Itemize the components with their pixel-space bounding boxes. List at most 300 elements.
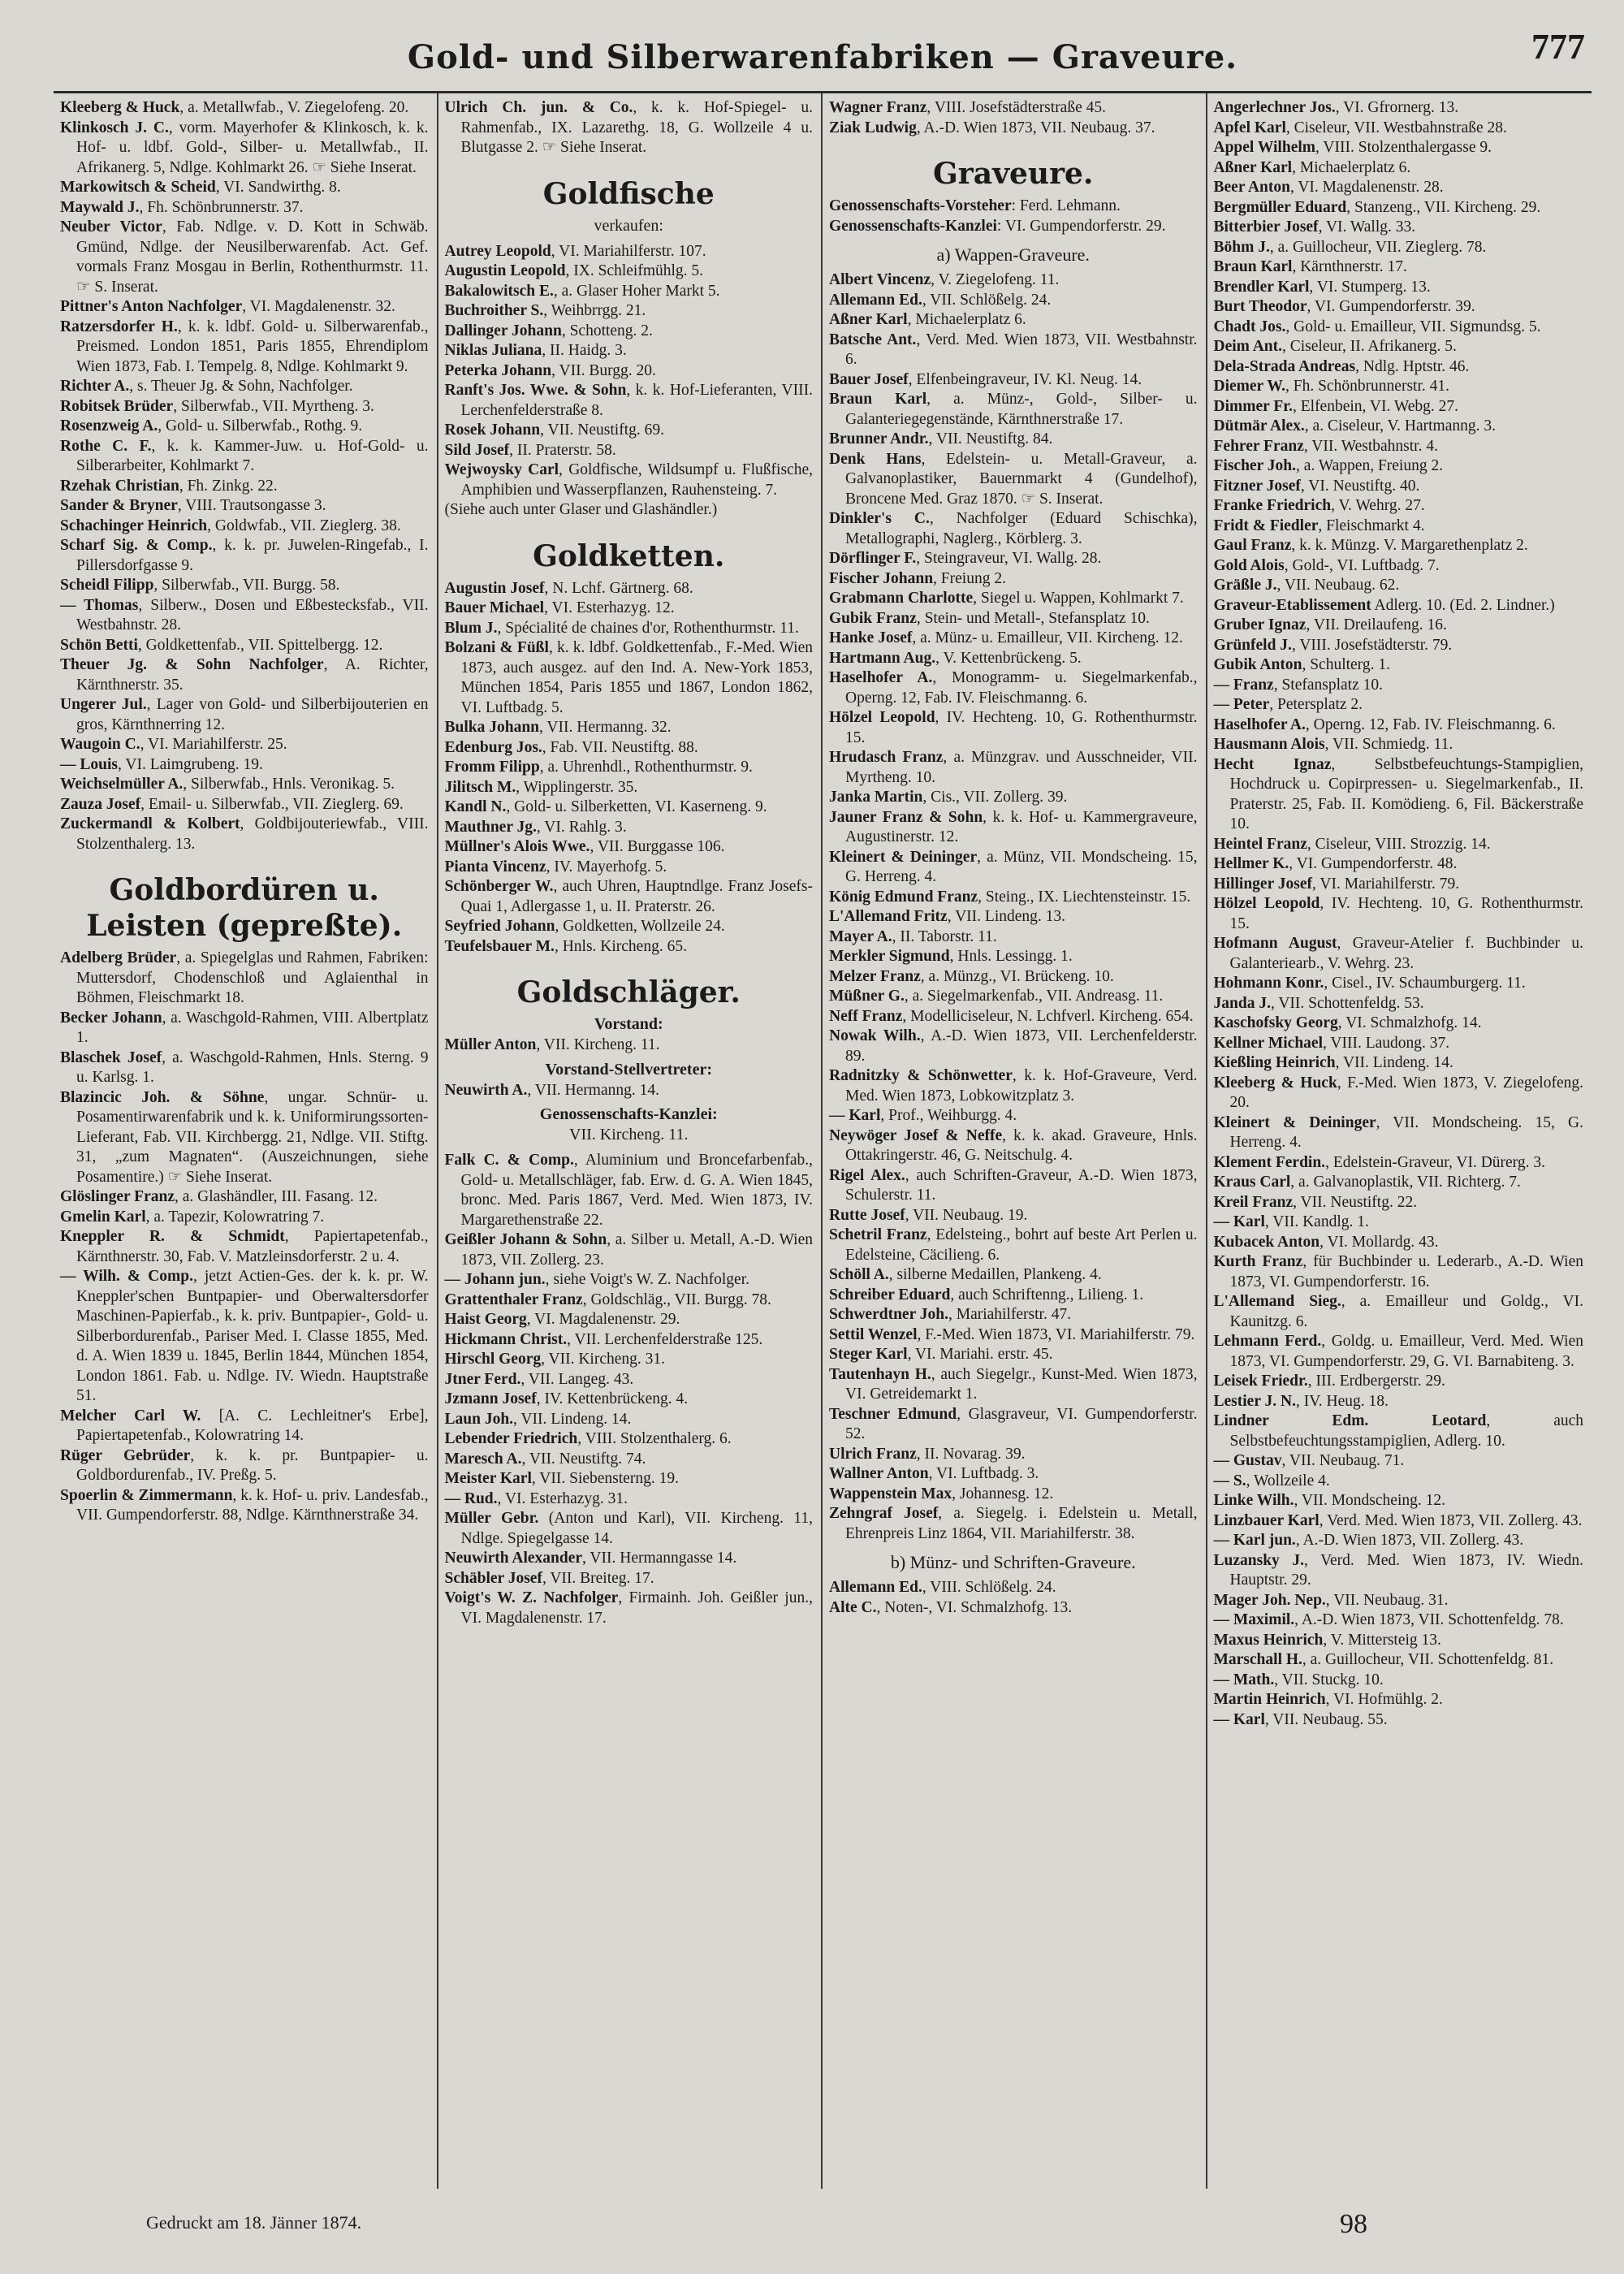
- entry-details: , a. Guillocheur, VII. Zieglerg. 78.: [1269, 238, 1487, 256]
- section-subheading: VII. Kircheng. 11.: [569, 1126, 689, 1143]
- entry-details: , VII. Lindeng. 14.: [1335, 1054, 1453, 1071]
- directory-entry: [445, 858, 814, 878]
- entry-name: Becker Johann: [60, 1009, 162, 1027]
- entry-name: Schachinger Heinrich: [60, 517, 208, 534]
- entry-name: Hausmann Alois: [1213, 736, 1325, 753]
- entry-details: , VI. Mariahilferstr. 25.: [140, 736, 287, 753]
- entry-name: Kleinert & Deininger: [1213, 1113, 1376, 1131]
- entry-name: Richter A.: [60, 378, 130, 395]
- directory-entry: [60, 1267, 429, 1407]
- entry-name: Rzehak Christian: [60, 477, 179, 495]
- directory-entry: [60, 949, 429, 1009]
- entry-details: , VI. Magdalenenstr. 32.: [242, 298, 395, 315]
- entry-details: , VIII. Stolzenthalerg. 6.: [577, 1430, 732, 1447]
- entry-name: Rothe C. F.: [60, 437, 152, 455]
- directory-entry: [1214, 1451, 1584, 1472]
- entry-details: , a. Siegelg. i. Edelstein u. Metall, Ehrenpreis Linz 1864, VII. Mariahilferstr. 38.: [845, 1505, 1198, 1542]
- directory-entry: [829, 1578, 1198, 1598]
- entry-details: , VII. Hermanng. 32.: [539, 719, 672, 736]
- entry-details: , VI. Wallg. 33.: [1318, 218, 1416, 236]
- directory-entry: [829, 390, 1198, 430]
- entry-details: , VI. Rahlg. 3.: [536, 818, 627, 836]
- entry-details: , VII. Neubaug. 19.: [905, 1206, 1028, 1224]
- entry-details: , VIII. Josefstädterstr. 79.: [1291, 636, 1453, 654]
- role-label: Genossenschafts-Kanzlei:: [539, 1105, 718, 1123]
- entry-name: Nowak Wilh.: [829, 1027, 921, 1044]
- column-2: [438, 93, 823, 2189]
- entry-name: Brendler Karl: [1213, 278, 1310, 296]
- entry-details: , Ciseleur, II. Afrikanerg. 5.: [1282, 338, 1457, 355]
- directory-entry: [829, 1265, 1198, 1286]
- entry-details: , VIII. Laudong. 37.: [1322, 1034, 1450, 1052]
- entry-name: Hanke Josef: [829, 629, 913, 646]
- entry-name: Gmelin Karl: [60, 1208, 146, 1226]
- entry-name: Franke Friedrich: [1213, 497, 1332, 514]
- entry-name: Bitterbier Josef: [1213, 218, 1319, 236]
- directory-entry: [1214, 974, 1584, 994]
- directory-entry: [60, 437, 429, 477]
- entry-details: , Fh. Schönbrunnerstr. 41.: [1285, 378, 1450, 395]
- entry-name: Sild Josef: [444, 441, 510, 459]
- entry-details: , silberne Medaillen, Plankeng. 4.: [888, 1266, 1102, 1283]
- page-header: [54, 23, 1592, 93]
- sheet-signature: 98: [1340, 2209, 1367, 2239]
- entry-details: , IV. Kettenbrückeng. 4.: [536, 1390, 689, 1407]
- entry-name: Neuber Victor: [60, 218, 162, 236]
- entry-details: , Spécialité de chaines d'or, Rothenthurmstr. 11.: [497, 619, 799, 637]
- entry-details: (Anton und Karl), VII. Kircheng. 11, Ndlge. Spiegelgasse 14.: [460, 1510, 814, 1547]
- directory-entry: [445, 500, 814, 521]
- entry-details: , a. Waschgold-Rahmen, Hnls. Sterng. 9 u. Karlsg. 1.: [76, 1048, 429, 1086]
- role-label: Vorstand:: [594, 1015, 663, 1033]
- entry-details: , Glasgraveur, VI. Gumpendorferstr. 52.: [845, 1405, 1198, 1442]
- directory-entry: [1214, 357, 1584, 378]
- entry-details: , Monogramm- u. Siegelmarkenfab., Operng. 12, Fab. IV. Fleischmanng. 6.: [845, 669, 1198, 707]
- directory-entry: [1214, 1531, 1584, 1551]
- entry-details: , II. Haidg. 3.: [542, 342, 627, 359]
- entry-name: — Maximil.: [1213, 1611, 1295, 1628]
- entry-name: Zauza Josef: [60, 795, 141, 813]
- directory-entry: [829, 609, 1198, 629]
- entry-name: Merkler Sigmund: [829, 948, 950, 965]
- entry-name: Laun Joh.: [444, 1410, 514, 1428]
- directory-entry: [1214, 477, 1584, 497]
- entry-name: — Karl: [829, 1107, 881, 1124]
- entry-details: , Gold- u. Silberwfab., Rothg. 9.: [158, 417, 363, 434]
- directory-entry: [829, 509, 1198, 549]
- directory-entry: [1214, 1213, 1584, 1233]
- entry-name: Dinkler's C.: [829, 510, 930, 527]
- entry-details: , Ndlg. Hptstr. 46.: [1355, 357, 1470, 375]
- entry-name: Kraus Carl: [1213, 1174, 1291, 1191]
- entry-name: Gubik Franz: [829, 609, 917, 627]
- directory-entry: [829, 708, 1198, 748]
- entry-name: Linke Wilh.: [1213, 1492, 1294, 1509]
- entry-details: , k. k. pr. Buntpapier- u. Goldbordurenfab., IV. Preßg. 5.: [76, 1446, 429, 1484]
- entry-details: , VI. Laimgrubeng. 19.: [117, 755, 263, 773]
- entry-name: Gold Alois: [1213, 556, 1285, 574]
- entry-details: , Lager von Gold- und Silberbijouterien en gros, Kärnthnerring 12.: [76, 696, 429, 733]
- directory-entry: [829, 1305, 1198, 1325]
- entry-name: Pittner's Anton Nachfolger: [60, 298, 243, 315]
- directory-entry: [445, 341, 814, 361]
- entry-name: Wagner Franz: [829, 99, 927, 116]
- directory-entry: [1214, 377, 1584, 397]
- directory-entry: [60, 1088, 429, 1188]
- entry-name: Waugoin C.: [60, 736, 140, 753]
- directory-entry: [829, 197, 1198, 217]
- directory-entry: [445, 301, 814, 322]
- entry-name: Pianta Vincenz: [444, 858, 546, 875]
- entry-details: , VII. Lindeng. 14.: [513, 1410, 632, 1428]
- subsection-heading: b) Münz- und Schriften-Graveure.: [890, 1552, 1136, 1572]
- entry-name: Ulrich Franz: [829, 1445, 917, 1463]
- directory-entry: [829, 310, 1198, 331]
- entry-details: , VI. Gumpendorferstr. 39.: [1307, 298, 1475, 315]
- section-heading: Goldketten.: [533, 538, 725, 573]
- directory-entry: [445, 1569, 814, 1589]
- directory-entry: [60, 517, 429, 537]
- entry-name: Grünfeld J.: [1213, 636, 1292, 654]
- directory-entry: [1214, 1053, 1584, 1074]
- entry-name: Scheidl Filipp: [60, 577, 154, 594]
- entry-name: Neuwirth Alexander: [444, 1550, 583, 1567]
- directory-entry: [445, 1370, 814, 1390]
- entry-name: Ratzersdorfer H.: [60, 318, 178, 335]
- entry-details: , ungar. Schnür- u. Posamentirwarenfabrik und k. k. Uniformirungssorten-Lieferant, Fab. VII. Kirchbergg. 21, Ndlge. VII. Stiftg. 31, „zum Magnaten“. (Auszeichnungen, siehe Posamentire.) ☞ Siehe Inserat.: [76, 1088, 429, 1186]
- directory-entry: [60, 655, 429, 695]
- entry-name: Braun Karl: [829, 391, 927, 408]
- entry-details: , Cis., VII. Zollerg. 39.: [922, 789, 1068, 806]
- directory-entry: [60, 536, 429, 576]
- directory-entry: [1214, 1332, 1584, 1372]
- directory-entry: [829, 1464, 1198, 1485]
- directory-entry: [445, 818, 814, 838]
- directory-entry: [60, 1227, 429, 1267]
- directory-entry: [1214, 1034, 1584, 1054]
- entry-details: , a. Siegelmarkenfab., VII. Andreasg. 11.: [904, 988, 1164, 1005]
- directory-entry: [1214, 1472, 1584, 1492]
- entry-details: , a. Münzgrav. und Ausschneider, VII. Myrtheng. 10.: [845, 749, 1198, 786]
- entry-name: Gräßle J.: [1213, 577, 1277, 594]
- entry-name: — Gustav: [1213, 1452, 1282, 1469]
- entry-details: , VII. Burggasse 106.: [590, 838, 725, 855]
- directory-entry: [829, 927, 1198, 948]
- entry-name: Haist Georg: [444, 1311, 527, 1328]
- entry-details: , VI. Gumpendorferstr. 48.: [1289, 855, 1458, 872]
- entry-name: Allemann Ed.: [829, 291, 922, 309]
- entry-name: Mager Joh. Nep.: [1213, 1591, 1326, 1609]
- directory-entry: [1214, 218, 1584, 238]
- entry-details: , VI. Esterhazyg. 12.: [544, 599, 675, 616]
- entry-details: , VII. Kandlg. 1.: [1264, 1213, 1369, 1230]
- entry-name: L'Allemand Fritz: [829, 908, 948, 925]
- directory-entry: [829, 1325, 1198, 1346]
- directory-entry: [445, 1151, 814, 1230]
- entry-details: , für Buchbinder u. Lederarb., A.-D. Wien 1873, VI. Gumpendorferstr. 16.: [1229, 1253, 1583, 1290]
- directory-entry: [445, 1035, 814, 1056]
- entry-name: Hecht Ignaz: [1213, 755, 1332, 773]
- entry-details: , VI. Neustiftg. 40.: [1300, 477, 1420, 495]
- entry-details: , Fh. Schönbrunnerstr. 37.: [139, 198, 304, 216]
- entry-name: Schwerdtner Joh.: [829, 1306, 948, 1323]
- entry-name: Schreiber Eduard: [829, 1286, 951, 1303]
- entry-name: Batsche Ant.: [829, 331, 917, 348]
- directory-entry: [445, 441, 814, 461]
- section-heading: Goldschläger.: [516, 975, 741, 1009]
- entry-details: , k. k. pr. Juwelen-Ringefab., I. Pillersdorfgasse 9.: [76, 537, 429, 574]
- entry-details: , VI. Magdalenenstr. 28.: [1289, 179, 1444, 196]
- entry-name: Zehngraf Josef: [829, 1505, 939, 1522]
- directory-entry: [445, 460, 814, 500]
- directory-entry: [445, 758, 814, 778]
- entry-name: Ungerer Jul.: [60, 696, 147, 713]
- entry-details: , VII. Schlößelg. 24.: [922, 291, 1052, 309]
- entry-name: Wappenstein Max: [829, 1485, 952, 1502]
- entry-details: , VI. Stumperg. 13.: [1309, 278, 1431, 296]
- entry-details: , VI. Hofmühlg. 2.: [1325, 1691, 1443, 1708]
- entry-details: , N. Lchf. Gärtnerg. 68.: [544, 579, 693, 597]
- directory-entry: [1214, 596, 1584, 616]
- directory-entry: [1214, 1690, 1584, 1710]
- directory-entry: [1214, 1252, 1584, 1292]
- entry-details: , s. Theuer Jg. & Sohn, Nachfolger.: [129, 378, 353, 395]
- entry-details: , Selbstbefeuchtungs-Stampiglien, Hochdruck u. Copirpressen- u. Siegelmarkenfab., II. Praterstr. 25, Fab. II. Komödieng. 6, Fil. Bäckerstraße 10.: [1229, 755, 1583, 832]
- directory-entry: [445, 1410, 814, 1430]
- entry-details: , a. Waschgold-Rahmen, VIII. Albertplatz 1.: [76, 1009, 429, 1046]
- directory-entry: [60, 1187, 429, 1208]
- entry-details: , Hnls. Lessingg. 1.: [949, 948, 1073, 965]
- entry-name: — Johann jun.: [444, 1271, 546, 1288]
- entry-name: — S.: [1213, 1472, 1246, 1489]
- entry-name: Robitsek Brüder: [60, 397, 174, 415]
- directory-entry: [1214, 695, 1584, 715]
- entry-name: Hofmann August: [1213, 935, 1337, 952]
- directory-entry: [1214, 337, 1584, 357]
- entry-details: , A.-D. Wien 1873, VII. Schottenfeldg. 78.: [1294, 1611, 1564, 1628]
- section-heading: Goldfische: [542, 176, 715, 211]
- entry-details: , VI. Mariahilferstr. 107.: [551, 242, 706, 260]
- entry-name: Kießling Heinrich: [1213, 1054, 1336, 1071]
- entry-details: , a. Glaser Hoher Markt 5.: [553, 282, 720, 300]
- directory-entry: [829, 1405, 1198, 1445]
- entry-name: Bergmüller Eduard: [1213, 198, 1347, 216]
- directory-entry: [1214, 238, 1584, 258]
- entry-details: , VI. Mariahi. erstr. 45.: [907, 1346, 1053, 1363]
- entry-details: , VII. Langeg. 43.: [520, 1370, 634, 1388]
- entry-details: , VII. Neubaug. 71.: [1281, 1452, 1405, 1469]
- entry-details: , a. Wappen, Freiung 2.: [1295, 457, 1444, 474]
- directory-entry: [829, 748, 1198, 788]
- directory-entry: [60, 775, 429, 795]
- entry-name: — Karl jun.: [1213, 1532, 1296, 1549]
- entry-details: , a. Glashändler, III. Fasang. 12.: [175, 1188, 378, 1205]
- entry-name: Schetril Franz: [829, 1226, 927, 1243]
- columns: [54, 93, 1592, 2189]
- entry-details: , IV. Mayerhofg. 5.: [546, 858, 667, 875]
- column-4: [1207, 93, 1592, 2189]
- entry-details: , Fab. VII. Neustiftg. 88.: [542, 738, 698, 756]
- entry-details: , VII. Schottenfeldg. 53.: [1270, 994, 1424, 1012]
- entry-name: Rosek Johann: [444, 422, 541, 439]
- entry-details: , a. Galvanoplastik, VII. Richterg. 7.: [1290, 1174, 1521, 1191]
- entry-name: Meister Karl: [444, 1470, 532, 1487]
- entry-details: , Wollzeile 4.: [1246, 1472, 1330, 1489]
- entry-name: Kurth Franz: [1213, 1253, 1303, 1270]
- directory-entry: [1214, 297, 1584, 318]
- entry-details: , VII. Siebensterng. 19.: [531, 1470, 679, 1487]
- entry-details: , VIII. Trautsongasse 3.: [177, 497, 326, 514]
- entry-details: , auch Schriftenng., Lilieng. 1.: [950, 1286, 1144, 1303]
- directory-entry: [445, 1350, 814, 1370]
- entry-name: Burt Theodor: [1213, 298, 1307, 315]
- directory-entry: [1214, 676, 1584, 696]
- entry-details: , VI. Esterhazyg. 31.: [497, 1489, 628, 1507]
- entry-name: Maxus Heinrich: [1213, 1631, 1324, 1649]
- entry-details: : Ferd. Lehmann.: [1011, 197, 1121, 214]
- entry-name: Niklas Juliana: [444, 342, 542, 359]
- entry-details: , V. Kettenbrückeng. 5.: [935, 649, 1082, 667]
- directory-entry: [1214, 1074, 1584, 1113]
- entry-name: Fromm Filipp: [444, 759, 540, 776]
- entry-name: Chadt Jos.: [1213, 318, 1286, 335]
- directory-entry: [445, 322, 814, 342]
- entry-name: Hickmann Christ.: [444, 1330, 568, 1348]
- entry-details: , Noten-, VI. Schmalzhofg. 13.: [876, 1598, 1073, 1616]
- directory-entry: [829, 569, 1198, 590]
- entry-name: Adelberg Brüder: [60, 949, 177, 966]
- entry-details: , Silberwfab., VII. Burgg. 58.: [153, 577, 340, 594]
- directory-entry: [829, 450, 1198, 510]
- entry-details: , auch Selbstbefeuchtungsstampiglien, Adlerg. 10.: [1229, 1412, 1583, 1450]
- entry-name: Fehrer Franz: [1213, 437, 1304, 455]
- entry-name: Haselhofer A.: [829, 669, 933, 686]
- entry-details: , Verd. Med. Wien 1873, VII. Zollerg. 43.: [1319, 1511, 1583, 1529]
- entry-name: Müßner G.: [829, 988, 905, 1005]
- directory-entry: [445, 599, 814, 619]
- directory-entry: [445, 1270, 814, 1290]
- entry-details: , Goldschläg., VII. Burgg. 78.: [582, 1290, 771, 1308]
- entry-details: , IV. Heug. 18.: [1295, 1392, 1389, 1410]
- entry-name: Lindner Edm. Leotard: [1213, 1412, 1487, 1429]
- directory-entry: [445, 638, 814, 718]
- directory-entry: [829, 967, 1198, 988]
- entry-details: , VII. Westbahnstr. 4.: [1303, 437, 1438, 455]
- directory-entry: [1214, 1710, 1584, 1731]
- directory-entry: [1214, 1551, 1584, 1591]
- entry-details: , k. k. ldbf. Goldkettenfab., F.-Med. Wien 1873, auch ausgez. auf den Ind. A. New-York 1853, München 1854, Paris 1855 und 1867, London 1862, VI. Luftbadg. 5.: [460, 639, 813, 716]
- directory-entry: [1214, 1292, 1584, 1332]
- directory-entry: [829, 1485, 1198, 1505]
- entry-name: Jauner Franz & Sohn: [829, 808, 983, 826]
- entry-details: , VII. Neustiftg. 22.: [1293, 1193, 1418, 1211]
- directory-entry: [445, 1390, 814, 1410]
- entry-name: Denk Hans: [829, 450, 922, 468]
- directory-entry: [445, 619, 814, 639]
- entry-details: , V. Wehrg. 27.: [1331, 497, 1425, 514]
- entry-details: , Verd. Med. Wien 1873, IV. Wiedn. Hauptstr. 29.: [1229, 1551, 1583, 1589]
- directory-entry: [445, 1509, 814, 1549]
- entry-name: Aßner Karl: [829, 311, 908, 328]
- entry-details: , VII. Mondscheing. 12.: [1294, 1492, 1445, 1509]
- entry-name: Kaschofsky Georg: [1213, 1014, 1338, 1031]
- directory-entry: [829, 1286, 1198, 1306]
- entry-name: Schöll A.: [829, 1266, 889, 1283]
- entry-details: , a. Tapezir, Kolowratring 7.: [145, 1208, 325, 1226]
- entry-name: Diemer W.: [1213, 378, 1285, 395]
- directory-entry: [829, 1027, 1198, 1066]
- entry-details: , Hnls. Kircheng. 65.: [554, 937, 687, 955]
- entry-name: Neywöger Josef & Neffe: [829, 1126, 1003, 1144]
- directory-entry: [60, 1048, 429, 1088]
- entry-name: Müller Gebr.: [444, 1510, 539, 1527]
- entry-details: , a. Metallwfab., V. Ziegelofeng. 20.: [179, 99, 409, 116]
- entry-name: Schön Betti: [60, 636, 138, 654]
- entry-details: , A.-D. Wien 1873, VII. Lerchenfelderstr. 89.: [845, 1027, 1198, 1065]
- directory-entry: [1214, 655, 1584, 676]
- directory-entry: [1214, 1193, 1584, 1213]
- entry-name: Glöslinger Franz: [60, 1188, 175, 1205]
- entry-name: Blazincic Joh. & Söhne: [60, 1088, 265, 1106]
- entry-name: Scharf Sig. & Comp.: [60, 537, 213, 554]
- entry-name: Hohmann Konr.: [1213, 975, 1324, 992]
- directory-entry: [1214, 1610, 1584, 1631]
- entry-name: Gubik Anton: [1213, 656, 1302, 673]
- entry-details: , a. Münzg., VI. Brückeng. 10.: [920, 967, 1114, 985]
- entry-details: , Graveur-Atelier f. Buchbinder u. Galanteriearb., V. Wehrg. 23.: [1229, 935, 1584, 972]
- directory-entry: [829, 1106, 1198, 1126]
- entry-name: Haselhofer A.: [1213, 715, 1306, 733]
- entry-name: Bauer Josef: [829, 370, 909, 388]
- entry-name: — Louis: [60, 755, 118, 773]
- entry-name: Bolzani & Füßl: [444, 639, 549, 656]
- directory-entry: [445, 877, 814, 917]
- entry-details: , Aluminium und Broncefarbenfab., Gold- u. Metallschläger, fab. Erw. d. G. A. Wien 1845, bronc. Med. Paris 1867, Verd. Med. Wien 1873, IV. Margarethenstraße 22.: [460, 1152, 813, 1229]
- directory-entry: [1214, 456, 1584, 477]
- entry-name: Dörflinger F.: [829, 550, 917, 567]
- entry-name: Schönberger W.: [444, 878, 554, 895]
- entry-details: , III. Erdbergerstr. 29.: [1307, 1373, 1445, 1390]
- directory-entry: [829, 270, 1198, 291]
- directory-entry: [1214, 1491, 1584, 1511]
- directory-entry: [445, 718, 814, 738]
- directory-entry: [445, 1450, 814, 1470]
- entry-details: , VII. Dreilaufeng. 16.: [1306, 616, 1447, 633]
- directory-entry: [1214, 1372, 1584, 1392]
- directory-entry: [60, 576, 429, 596]
- entry-name: Mauthner Jg.: [444, 818, 537, 836]
- entry-name: Bauer Michael: [444, 599, 545, 616]
- entry-name: Dimmer Fr.: [1213, 397, 1293, 415]
- entry-details: , Edelstein- u. Metall-Graveur, a. Galvanoplastiker, Bauernmarkt 4 (Gundelhof), Broncene Med. Graz 1870. ☞ S. Inserat.: [845, 450, 1198, 508]
- entry-name: Linzbauer Karl: [1213, 1511, 1320, 1529]
- directory-entry: [445, 242, 814, 262]
- entry-name: Edenburg Jos.: [444, 738, 542, 756]
- directory-entry: [60, 1208, 429, 1228]
- entry-name: Voigt's W. Z. Nachfolger: [444, 1589, 619, 1606]
- entry-details: , Weihbrrgg. 21.: [543, 302, 646, 319]
- entry-details: , k. k. Hof-Lieferanten, VIII. Lerchenfelderstraße 8.: [460, 382, 813, 419]
- directory-entry: [445, 381, 814, 421]
- directory-entry: [1214, 875, 1584, 895]
- entry-details: , IX. Schleifmühlg. 5.: [565, 262, 704, 279]
- entry-name: Alte C.: [829, 1598, 877, 1616]
- entry-name: Lehmann Ferd.: [1213, 1333, 1322, 1350]
- directory-entry: [445, 1230, 814, 1270]
- column-3: [823, 93, 1207, 2189]
- entry-name: Geißler Johann & Sohn: [444, 1231, 607, 1248]
- entry-name: Kellner Michael: [1213, 1034, 1323, 1052]
